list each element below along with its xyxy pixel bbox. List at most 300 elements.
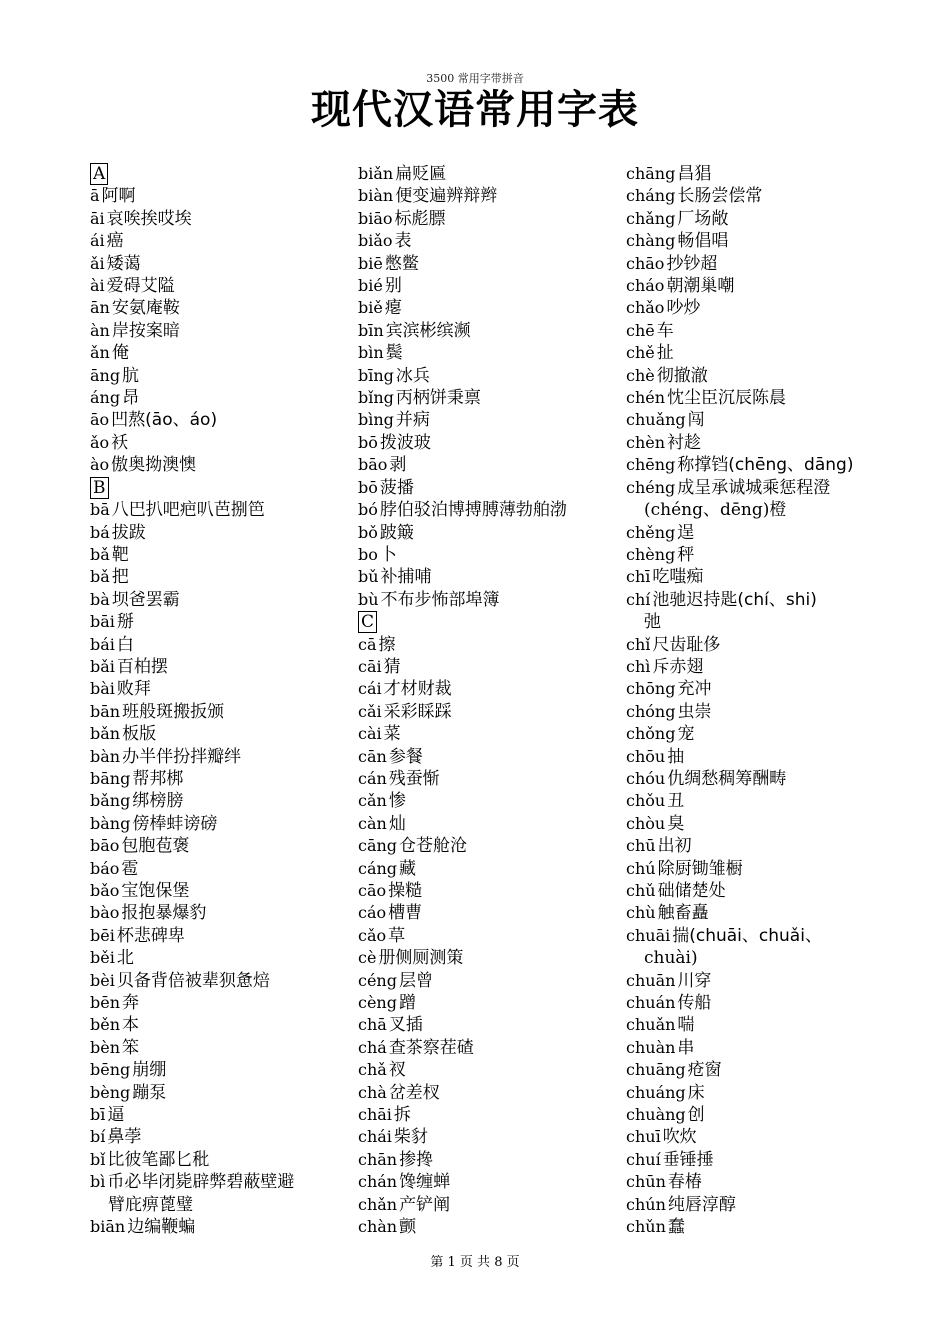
pinyin-entry xyxy=(358,1059,638,1081)
pinyin-entry xyxy=(626,768,906,790)
column-1 xyxy=(90,163,370,1239)
pinyin-entry xyxy=(626,880,906,902)
characters: 喘 xyxy=(677,1015,695,1036)
pinyin: chǔ xyxy=(626,881,656,900)
pinyin: bāng xyxy=(90,768,131,788)
pinyin-entry xyxy=(358,1149,638,1171)
characters: 便变遍辨辩辫 xyxy=(395,186,498,207)
entry-continuation: chuài) xyxy=(644,948,698,969)
pinyin-entry xyxy=(626,477,906,499)
pinyin-entry xyxy=(358,947,638,969)
pinyin-entry xyxy=(358,387,638,409)
pinyin-entry xyxy=(90,544,370,566)
characters: 丙柄饼秉禀 xyxy=(395,388,481,409)
pinyin-entry xyxy=(626,1037,906,1059)
characters: 传船 xyxy=(677,993,712,1014)
pinyin-entry xyxy=(90,634,370,656)
pinyin: biē xyxy=(358,253,383,273)
pinyin: cāi xyxy=(358,656,382,676)
characters: 吃嗤痴 xyxy=(652,567,704,588)
pinyin-entry xyxy=(90,656,370,678)
pinyin-entry xyxy=(358,835,638,857)
pinyin: chù xyxy=(626,903,656,923)
characters: 傲奥拗澳懊 xyxy=(111,455,197,476)
characters: 肮 xyxy=(122,365,140,386)
characters: 表 xyxy=(394,231,412,252)
pinyin-entry xyxy=(90,275,370,297)
characters: 创 xyxy=(687,1105,705,1126)
pinyin: bāo xyxy=(358,455,388,475)
pinyin-entry xyxy=(90,1014,370,1036)
pinyin: chǐ xyxy=(626,634,651,654)
characters: 串 xyxy=(677,1037,695,1058)
characters: 傍棒蚌谤磅 xyxy=(132,813,218,834)
pinyin-entry xyxy=(626,902,906,924)
pinyin: cháng xyxy=(626,186,676,206)
pinyin-entry xyxy=(90,499,370,521)
pinyin-entry xyxy=(626,1149,906,1171)
pinyin: cāng xyxy=(358,836,398,856)
pinyin-entry xyxy=(626,566,906,588)
pinyin-entry xyxy=(90,1037,370,1059)
pinyin-entry xyxy=(626,253,906,275)
section-letter-box: B xyxy=(90,477,109,499)
pinyin-entry xyxy=(626,365,906,387)
characters: 虫崇 xyxy=(677,701,712,722)
pinyin: běn xyxy=(90,1015,121,1035)
characters: 擦 xyxy=(378,634,396,655)
pinyin-entry xyxy=(358,858,638,880)
pinyin-entry xyxy=(626,275,906,297)
pinyin: chóng xyxy=(626,701,676,721)
pinyin-entry xyxy=(626,813,906,835)
characters: 爱碍艾隘 xyxy=(106,276,175,297)
pinyin-entry xyxy=(358,813,638,835)
characters: 币必毕闭毙辟弊碧蔽壁避 xyxy=(107,1172,295,1193)
pinyin-entry xyxy=(358,1082,638,1104)
characters: 并病 xyxy=(395,410,430,431)
pinyin: chuǎng xyxy=(626,410,686,430)
characters: 包胞苞褒 xyxy=(121,836,190,857)
pinyin: ān xyxy=(90,298,110,318)
pinyin-entry xyxy=(626,790,906,812)
characters: 层曾 xyxy=(398,970,433,991)
pinyin: bàng xyxy=(90,813,131,833)
pinyin: chuāi xyxy=(626,925,671,945)
characters: 癌 xyxy=(106,231,124,252)
pinyin: ài xyxy=(90,276,105,296)
characters: 鬓 xyxy=(385,343,403,364)
pinyin-entry xyxy=(90,723,370,745)
characters: 瘪 xyxy=(384,298,402,319)
pinyin: bí xyxy=(90,1127,106,1147)
pinyin-entry xyxy=(358,320,638,342)
pinyin: chuī xyxy=(626,1127,661,1147)
pinyin: chuáng xyxy=(626,1082,686,1102)
characters: 衬趁 xyxy=(667,432,702,453)
characters: 床 xyxy=(687,1082,705,1103)
pinyin-entry xyxy=(358,566,638,588)
pinyin-entry xyxy=(358,880,638,902)
pinyin: ǎn xyxy=(90,343,110,363)
characters: 把 xyxy=(111,567,129,588)
pinyin: chuān xyxy=(626,970,676,990)
pinyin: ào xyxy=(90,455,110,475)
pinyin-entry xyxy=(358,925,638,947)
pinyin-entry xyxy=(358,297,638,319)
pinyin: bǎ xyxy=(90,567,110,587)
pinyin: chà xyxy=(358,1082,387,1102)
characters: 白 xyxy=(116,634,134,655)
pinyin: céng xyxy=(358,970,397,990)
pinyin-entry xyxy=(358,409,638,431)
pinyin-entry xyxy=(358,432,638,454)
pinyin: cǎn xyxy=(358,791,387,811)
characters: 扯 xyxy=(656,343,674,364)
characters: 忱尘臣沉辰陈晨 xyxy=(667,388,787,409)
pinyin-entry xyxy=(626,723,906,745)
characters: 查茶察茬碴 xyxy=(388,1037,474,1058)
characters: 衩 xyxy=(388,1060,406,1081)
pinyin-entry xyxy=(90,454,370,476)
pinyin: cǎo xyxy=(358,925,387,945)
characters: 叉插 xyxy=(388,1015,423,1036)
pinyin-entry xyxy=(90,409,370,431)
pinyin-entry xyxy=(626,163,906,185)
pinyin-entry xyxy=(626,835,906,857)
characters: 掰 xyxy=(116,612,134,633)
characters: 草 xyxy=(388,925,406,946)
pinyin: běi xyxy=(90,948,115,968)
pinyin: bào xyxy=(90,903,120,923)
characters: 斥赤翅 xyxy=(652,656,704,677)
pinyin: càn xyxy=(358,813,387,833)
characters: 柴豺 xyxy=(393,1127,428,1148)
pinyin: chá xyxy=(358,1037,387,1057)
characters: 杯悲碑卑 xyxy=(116,925,185,946)
page-footer: 第 1 页 共 8 页 xyxy=(430,1255,520,1270)
pinyin-entry xyxy=(90,387,370,409)
pinyin-entry xyxy=(90,768,370,790)
pinyin: chòu xyxy=(626,813,666,833)
pinyin: bái xyxy=(90,634,115,654)
pinyin: cái xyxy=(358,679,382,699)
characters: 靶 xyxy=(111,544,129,565)
characters: 班般斑搬扳颁 xyxy=(122,701,225,722)
pinyin: cè xyxy=(358,948,377,968)
characters: 惨 xyxy=(388,791,406,812)
characters: 昌猖 xyxy=(677,164,712,184)
characters: 触畜矗 xyxy=(657,903,709,924)
pinyin-entry xyxy=(90,746,370,768)
pinyin: chéng xyxy=(626,477,676,497)
characters: 藏 xyxy=(399,858,417,879)
pinyin: cā xyxy=(358,634,377,654)
characters: 尺齿耻侈 xyxy=(652,634,721,655)
pinyin: chī xyxy=(626,567,651,587)
pinyin-entry xyxy=(626,454,906,476)
pinyin-entry xyxy=(90,522,370,544)
pinyin: chā xyxy=(358,1015,387,1035)
characters: 阿啊 xyxy=(101,186,136,207)
pinyin-entry xyxy=(626,1194,906,1216)
section-letter xyxy=(90,477,370,499)
pinyin-entry xyxy=(626,1082,906,1104)
characters: 蠢 xyxy=(667,1217,685,1238)
pinyin-entry xyxy=(90,1171,370,1193)
column-3 xyxy=(626,163,906,1239)
pinyin: bā xyxy=(90,500,110,520)
pinyin: chǒu xyxy=(626,791,666,811)
characters: 北 xyxy=(116,948,134,969)
pinyin: chū xyxy=(626,836,656,856)
characters: 补捕哺 xyxy=(380,567,432,588)
pinyin: bāi xyxy=(90,612,115,632)
pinyin: āng xyxy=(90,365,121,385)
pinyin: chuāng xyxy=(626,1060,686,1080)
pinyin-entry xyxy=(626,858,906,880)
pinyin: chuán xyxy=(626,993,676,1013)
pinyin: āi xyxy=(90,208,105,228)
pinyin-entry xyxy=(626,1014,906,1036)
pinyin-entry xyxy=(358,1216,638,1238)
characters: 败拜 xyxy=(116,679,151,700)
pinyin: bēn xyxy=(90,993,121,1013)
pinyin: cáng xyxy=(358,858,398,878)
pinyin-entry xyxy=(626,992,906,1014)
characters: 矮蔼 xyxy=(106,253,141,274)
pinyin-entry xyxy=(90,1149,370,1171)
pinyin: bāo xyxy=(90,836,120,856)
pinyin-entry xyxy=(358,365,638,387)
pinyin: cǎi xyxy=(358,701,382,721)
pinyin-entry xyxy=(358,1194,638,1216)
pinyin: biàn xyxy=(358,186,394,206)
pinyin-entry xyxy=(90,813,370,835)
pinyin-entry xyxy=(626,746,906,768)
characters: 贝备背倍被辈狈惫焙 xyxy=(116,970,270,991)
characters: 掺搀 xyxy=(399,1149,434,1170)
pinyin: chūn xyxy=(626,1172,666,1192)
pinyin: chē xyxy=(626,320,655,340)
pinyin: bǐ xyxy=(90,1149,106,1169)
characters: 槽曹 xyxy=(388,903,423,924)
pinyin-entry xyxy=(626,701,906,723)
pinyin: bīng xyxy=(358,365,394,385)
pinyin: bèn xyxy=(90,1037,121,1057)
pinyin: chāng xyxy=(626,164,676,183)
characters: 坝爸罢霸 xyxy=(111,589,180,610)
pinyin: cān xyxy=(358,746,387,766)
pinyin-entry xyxy=(90,230,370,252)
characters: 馋缠蝉 xyxy=(399,1172,451,1193)
characters: 除厨锄雏橱 xyxy=(657,858,743,879)
pinyin: chāo xyxy=(626,253,665,273)
characters: 奔 xyxy=(122,993,140,1014)
pinyin-entry xyxy=(626,1216,906,1238)
characters: 八巴扒吧疤叭芭捌笆 xyxy=(111,500,265,521)
characters: 成呈承诚城乘惩程澄 xyxy=(677,477,831,498)
pinyin-entry xyxy=(626,432,906,454)
pinyin-entry xyxy=(358,1104,638,1126)
characters: 别 xyxy=(384,276,402,297)
characters: 岸按案暗 xyxy=(111,320,180,341)
pinyin: biě xyxy=(358,298,383,318)
pinyin: chàn xyxy=(358,1217,398,1237)
pinyin-entry xyxy=(358,342,638,364)
characters: 抄钞超 xyxy=(666,253,718,274)
pinyin: bìn xyxy=(358,343,384,363)
pinyin: chě xyxy=(626,343,655,363)
pinyin: bìng xyxy=(358,410,394,430)
pinyin-entry xyxy=(90,835,370,857)
page-header-note: 3500 常用字带拼音 xyxy=(426,72,524,85)
pinyin-entry xyxy=(358,208,638,230)
characters: 长肠尝偿常 xyxy=(677,186,763,207)
pinyin-entry xyxy=(90,1059,370,1081)
characters: 臭 xyxy=(667,813,685,834)
pinyin: ā xyxy=(90,186,100,206)
page-title: 现代汉语常用字表 xyxy=(311,87,639,133)
pinyin: áng xyxy=(90,388,121,408)
characters: 宝饱保堡 xyxy=(121,881,190,901)
pinyin: chāi xyxy=(358,1105,392,1125)
pinyin-entry xyxy=(626,522,906,544)
pinyin-entry xyxy=(358,902,638,924)
column-2 xyxy=(358,163,638,1239)
pinyin: bà xyxy=(90,589,110,609)
pinyin: chì xyxy=(626,656,651,676)
pinyin-entry xyxy=(90,566,370,588)
pinyin: bá xyxy=(90,522,110,542)
pinyin: biāo xyxy=(358,208,393,228)
characters: 板版 xyxy=(122,724,157,745)
characters: 闯 xyxy=(687,410,705,431)
pinyin: chún xyxy=(626,1194,666,1214)
pinyin-entry xyxy=(358,1037,638,1059)
pinyin-entry xyxy=(358,185,638,207)
characters: 畅倡唱 xyxy=(677,231,729,252)
pinyin-entry xyxy=(90,970,370,992)
pinyin: chái xyxy=(358,1127,392,1147)
characters: 剥 xyxy=(389,455,407,476)
pinyin-entry xyxy=(358,678,638,700)
characters: 称撑铛(chēng、dāng) xyxy=(677,455,854,476)
pinyin-entry xyxy=(358,790,638,812)
pinyin-entry xyxy=(626,230,906,252)
pinyin-entry xyxy=(90,185,370,207)
characters: 川穿 xyxy=(677,970,712,991)
pinyin-entry xyxy=(358,768,638,790)
pinyin: chěng xyxy=(626,522,676,542)
pinyin: biǎn xyxy=(358,164,394,183)
pinyin-entry xyxy=(90,208,370,230)
pinyin-entry xyxy=(90,947,370,969)
characters: 拨波玻 xyxy=(379,432,431,453)
pinyin: chuàn xyxy=(626,1037,676,1057)
pinyin-entry xyxy=(358,656,638,678)
pinyin: āo xyxy=(90,410,110,430)
characters: 菠播 xyxy=(379,477,414,498)
characters: 纯唇淳醇 xyxy=(667,1194,736,1215)
characters: 猜 xyxy=(383,656,401,677)
characters: 俺 xyxy=(111,343,129,364)
pinyin: bù xyxy=(358,589,379,609)
characters: 才材财裁 xyxy=(383,679,452,700)
characters: 池驰迟持匙(chí、shi) xyxy=(652,589,817,610)
pinyin-entry xyxy=(626,1171,906,1193)
pinyin-entry xyxy=(358,275,638,297)
characters: 逼 xyxy=(107,1105,125,1126)
pinyin-entry xyxy=(358,970,638,992)
pinyin-entry xyxy=(358,522,638,544)
pinyin-entry xyxy=(90,589,370,611)
characters: 岔差杈 xyxy=(388,1082,440,1103)
characters: 本 xyxy=(122,1015,140,1036)
pinyin-entry xyxy=(90,432,370,454)
pinyin: chén xyxy=(626,388,666,408)
pinyin-entry xyxy=(358,723,638,745)
pinyin-entry xyxy=(90,297,370,319)
characters: 笨 xyxy=(122,1037,140,1058)
section-letter xyxy=(358,611,638,633)
pinyin: bié xyxy=(358,276,383,296)
pinyin-entry xyxy=(358,253,638,275)
pinyin: cèng xyxy=(358,993,397,1013)
characters: 彻撤澈 xyxy=(656,365,708,386)
characters: 吵炒 xyxy=(666,298,701,319)
pinyin: chǔn xyxy=(626,1217,666,1237)
pinyin-entry xyxy=(626,320,906,342)
pinyin: bǐng xyxy=(358,388,394,408)
pinyin-entry xyxy=(626,342,906,364)
pinyin: bèi xyxy=(90,970,115,990)
pinyin: bo xyxy=(358,544,378,564)
characters: 帮邦梆 xyxy=(132,768,184,789)
pinyin-entry xyxy=(90,880,370,902)
characters: 百柏摆 xyxy=(116,656,168,677)
pinyin: chǎ xyxy=(358,1060,387,1080)
pinyin-entry xyxy=(90,992,370,1014)
pinyin: chǎn xyxy=(358,1194,398,1214)
pinyin: chǎng xyxy=(626,208,676,228)
pinyin: bì xyxy=(90,1172,106,1192)
characters: 安氨庵鞍 xyxy=(111,298,180,319)
pinyin: biān xyxy=(90,1217,126,1237)
characters: 仇绸愁稠筹酬畴 xyxy=(667,768,787,789)
pinyin-entry xyxy=(626,634,906,656)
pinyin: chuàng xyxy=(626,1105,686,1125)
entry-continuation: 弛 xyxy=(644,612,661,633)
pinyin: àn xyxy=(90,320,110,340)
characters: 参餐 xyxy=(388,746,423,767)
pinyin: chèn xyxy=(626,432,666,452)
characters: 充冲 xyxy=(677,679,712,700)
characters: 蹭 xyxy=(398,993,416,1014)
pinyin-entry xyxy=(358,477,638,499)
characters: 跛簸 xyxy=(379,522,414,543)
characters: 比彼笔鄙匕秕 xyxy=(107,1149,210,1170)
characters: 逞 xyxy=(677,522,695,543)
pinyin-entry xyxy=(626,297,906,319)
pinyin: chēng xyxy=(626,455,676,475)
pinyin-entry xyxy=(358,589,638,611)
pinyin-entry xyxy=(90,1126,370,1148)
pinyin: chǒng xyxy=(626,724,676,744)
pinyin: chóu xyxy=(626,768,666,788)
pinyin-entry xyxy=(358,1126,638,1148)
pinyin: bǎo xyxy=(90,881,120,900)
